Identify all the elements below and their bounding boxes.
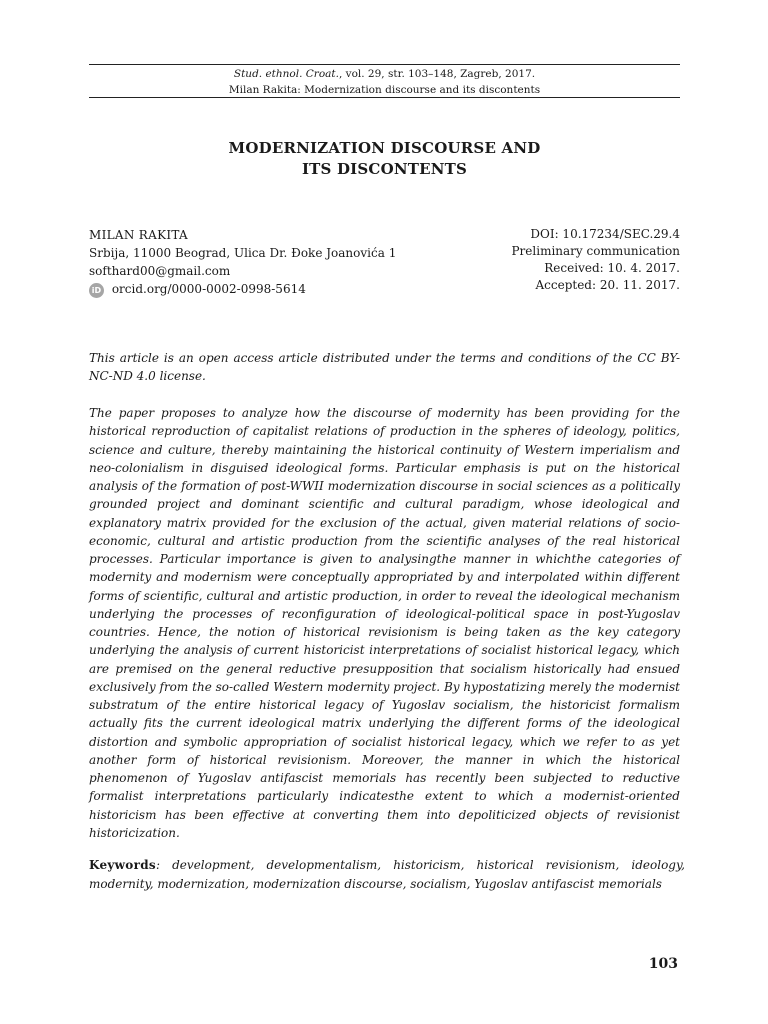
author-info xyxy=(89,226,449,298)
accepted-date: Accepted: 20. 11. 2017. xyxy=(535,278,680,292)
keywords-label: Keywords xyxy=(89,858,156,872)
title-line-2: ITS DISCONTENTS xyxy=(301,160,468,178)
running-title: Milan Rakita: Modernization discourse and its discontents xyxy=(228,84,541,96)
abstract: The paper proposes to analyze how the discourse of modernity has been providing for the historical reproduction of capitalist relations of production in the spheres of ideology, politics, science and culture, thereby maintaining the historical continuity of Western imperialism and neo-colonialism in disguised ideological forms. Particular emphasis is put on the historical analysis of the formation of post-WWII modernization discourse in social sciences as a politically grounded project and dominant scientific and cultural paradigm, whose ideological and explanatory matrix provided for the exclusion of the actual, given material relations of socio-economic, cultural and artistic production from the scientific analyses of the real historical processes. Particular importance is given to analysingthe manner in whichthe categories of modernity and modernism were conceptually appropriated by and interpolated within different forms of scientific, cultural and artistic production, in order to reveal the ideological mechanism underlying the processes of reconfiguration of ideological-political space in post-Yugoslav countries. Hence, the notion of historical revisionism is being taken as the key category underlying the analysis of current historicist interpretations of socialist historical legacy, which are premised on the general reductive presupposition that socialism historically had ensued exclusively from the so-called Western modernity project. By hypostatizing merely the modernist substratum of the entire historical legacy of Yugoslav socialism, the historicist formalism actually fits the current ideological matrix underlying the different forms of the ideological distortion and symbolic appropriation of socialist historical legacy, which we refer to as yet another form of historical revisionism. Moreover, the manner in which the historical phenomenon of Yugoslav antifascist memorials has recently been subjected to reductive formalist interpretations particularly indicatesthe extent to which a modernist-oriented historicism has been effective at converting them into depoliticized objects of revisionist historicization. xyxy=(89,406,680,840)
author-email[interactable]: softhard00@gmail.com xyxy=(89,264,231,278)
orcid-link[interactable]: orcid.org/0000-0002-0998-5614 xyxy=(111,282,306,296)
page-number: 103 xyxy=(648,956,678,972)
doi[interactable]: DOI: 10.17234/SEC.29.4 xyxy=(530,227,680,241)
received-date: Received: 10. 4. 2017. xyxy=(544,261,680,275)
title-line-1: MODERNIZATION DISCOURSE AND xyxy=(228,139,541,157)
journal-citation xyxy=(89,66,680,82)
orcid-icon: iD xyxy=(89,283,104,298)
orcid-row xyxy=(89,280,449,298)
journal-volume-info: , vol. 29, str. 103–148, Zagreb, 2017. xyxy=(338,68,536,80)
license-notice: This article is an open access article distributed under the terms and conditions of the CC BY-NC-ND 4.0 license. xyxy=(89,351,680,383)
article-meta xyxy=(420,226,680,294)
article-title xyxy=(89,138,680,180)
journal-name: Stud. ethnol. Croat. xyxy=(233,68,339,80)
running-header xyxy=(89,64,680,98)
author-address: Srbija, 11000 Beograd, Ulica Dr. Đoke Joanovića 1 xyxy=(89,246,397,260)
keywords xyxy=(89,856,685,894)
keywords-list: : development, developmentalism, historicism, historical revisionism, ideology, modernity, modernization, modernization discourse, socialism, Yugoslav antifascist memorials xyxy=(89,858,685,891)
article-type: Preliminary communication xyxy=(511,244,680,258)
author-name: MILAN RAKITA xyxy=(89,228,188,242)
